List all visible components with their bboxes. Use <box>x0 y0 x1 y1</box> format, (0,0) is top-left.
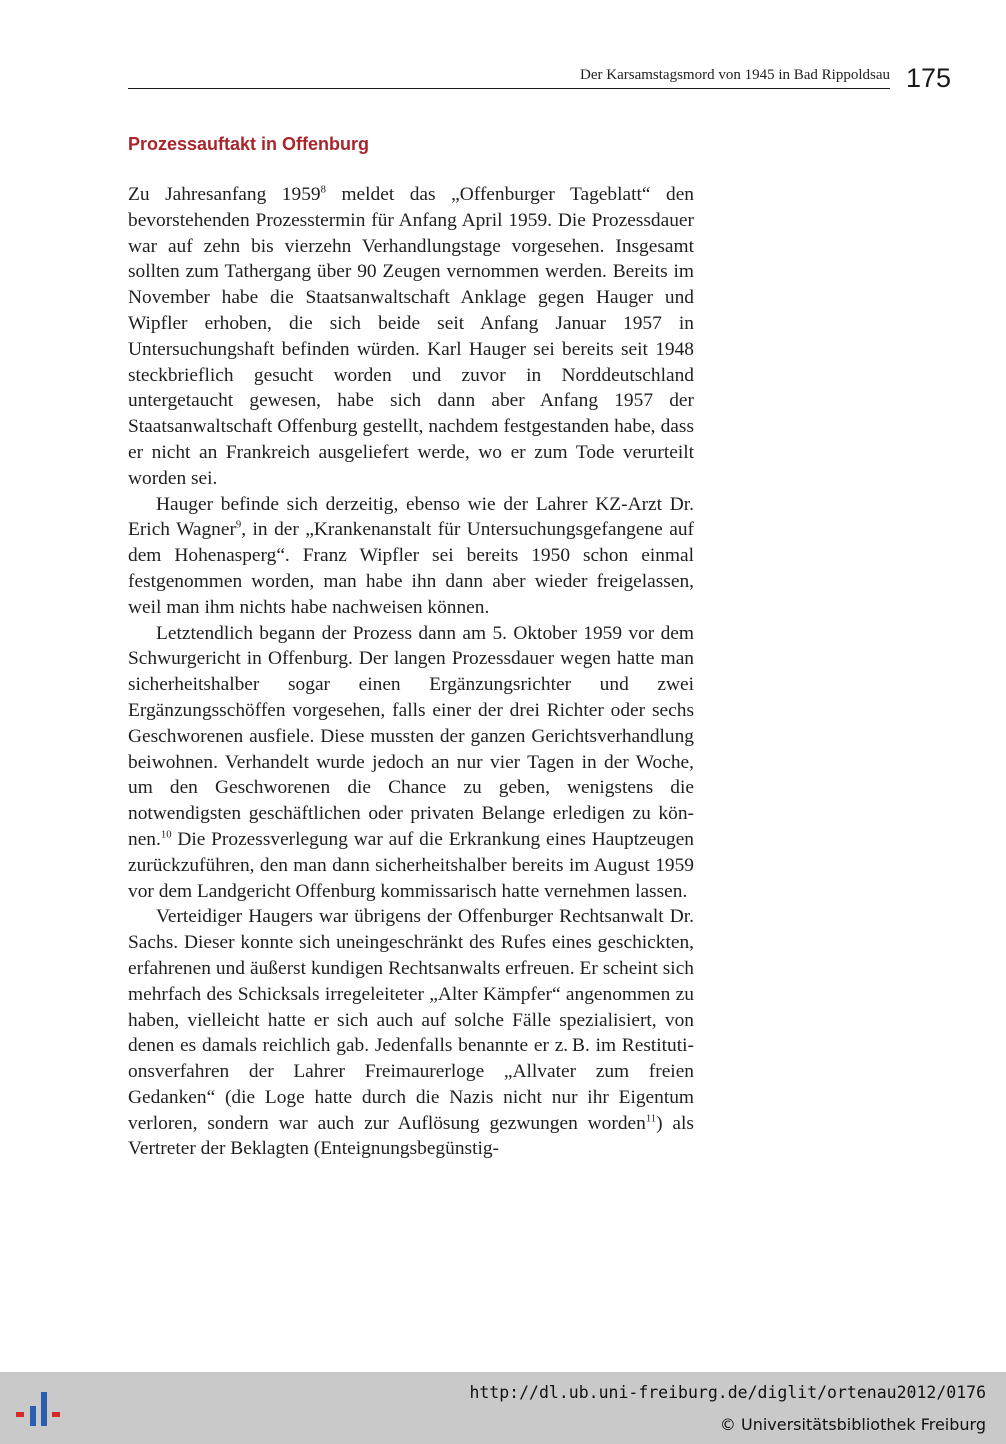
paragraph-text: Die Prozessverlegung war auf die Erkrankung eines Hauptzeugen zurückzuführen, den man dann sicherheitshalber bereits im August 1959 vor dem Landgericht Offenburg kommissarisch hatte vernehmen lassen. <box>128 828 694 902</box>
paragraph <box>128 621 694 905</box>
paragraph-text: ) als Vertreter der Beklagten (Enteignungsbegünstig- <box>128 1112 694 1160</box>
footnote-marker[interactable]: 9 <box>235 518 242 531</box>
paragraph-text: Letztendlich begann der Prozess dann am 5. Oktober 1959 vor dem Schwurgericht in Offenburg. Der langen Prozessdauer wegen hatte man sicherheitshalber sogar einen Ergänzungsrichter und zwei Ergänzungsschöffen vorgesehen, falls einer der drei Richter oder sechs Geschworenen ausfiele. Diese mussten der ganzen Gerichtsverhandlung beiwohnen. Verhandelt wurde jedoch an nur vier Tagen in der Woche, um den Geschworenen die Chance zu geben, wenigstens die notwendigsten geschäftlichen oder privaten Belange erledigen zu können. <box>128 622 694 850</box>
running-head <box>128 60 890 89</box>
body-text <box>128 182 694 1162</box>
running-title: Der Karsamstagsmord von 1945 in Bad Rippoldsau <box>580 67 890 83</box>
footnote-marker[interactable]: 10 <box>160 828 172 841</box>
paragraph-text: Zu Jahresanfang 1959 <box>128 184 321 205</box>
section-heading: Prozessauftakt in Offenburg <box>128 134 370 154</box>
paragraph-text: Verteidiger Haugers war übrigens der Offenburger Rechtsanwalt Dr. Sachs. Dieser konnte sich uneingeschränkt des Rufes eines geschickten, erfahrenen und äußerst kundigen Rechtsanwalts erfreuen. Er scheint sich mehrfach des Schicksals irregeleiteter „Alter Kämpfer“ angenommen zu haben, vielleicht hatte er sich auch auf solche Fälle spezialisiert, von denen es damals reichlich gab. Jedenfalls benannte er z. B. im Restitutionsverfahren der Lahrer Freimaurerloge „Allvater zum freien Gedanken“ (die Loge hatte durch die Nazis nicht nur ihr Eigentum verloren, sondern war auch zur Auflösung gezwungen worden <box>128 906 694 1134</box>
paragraph-text: , in der „Krankenanstalt für Untersuchungsgefangene auf dem Hohenasperg“. Franz Wipfler sei bereits 1950 schon einmal festgenommen worden, man habe ihn dann aber wieder freigelassen, weil man ihm nichts habe nachweisen können. <box>128 519 694 618</box>
footer-copyright: © Universitätsbibliothek Freiburg <box>719 1415 986 1434</box>
paragraph <box>128 904 694 1162</box>
ub-freiburg-logo-icon <box>14 1386 64 1430</box>
footnote-marker[interactable]: 8 <box>320 183 326 196</box>
footer-url[interactable]: http://dl.ub.uni-freiburg.de/diglit/ortenau2012/0176 <box>469 1383 986 1402</box>
paragraph <box>128 492 694 621</box>
footer-bar <box>0 1372 1006 1444</box>
paragraph-text: Hauger befinde sich derzeitig, ebenso wie der Lahrer KZ-Arzt Dr. Erich Wagner <box>128 493 694 541</box>
paragraph-text: meldet das „Offenburger Tageblatt“ den bevorstehenden Prozesstermin für Anfang April 1959. Die Prozessdauer war auf zehn bis vierzehn Verhandlungstage vorgesehen. Insgesamt sollten zum Tathergang über 90 Zeugen vernommen werden. Bereits im November habe die Staatsanwaltschaft Anklage gegen Hauger und Wipfler erhoben, die sich beide seit Anfang Januar 1957 in Untersuchungshaft befinden würden. Karl Hauger sei bereits seit 1948 steckbrieflich gesucht worden und zuvor in Norddeutschland untergetaucht gewesen, habe sich dann aber Anfang 1957 der Staatsanwaltschaft Offenburg gestellt, nachdem festgestanden habe, dass er nicht an Frankreich ausgeliefert werde, wo er zum Tode verurteilt worden sei. <box>128 184 695 489</box>
page-number: 175 <box>906 63 952 93</box>
footnote-marker[interactable]: 11 <box>645 1112 657 1125</box>
paragraph <box>128 182 694 492</box>
